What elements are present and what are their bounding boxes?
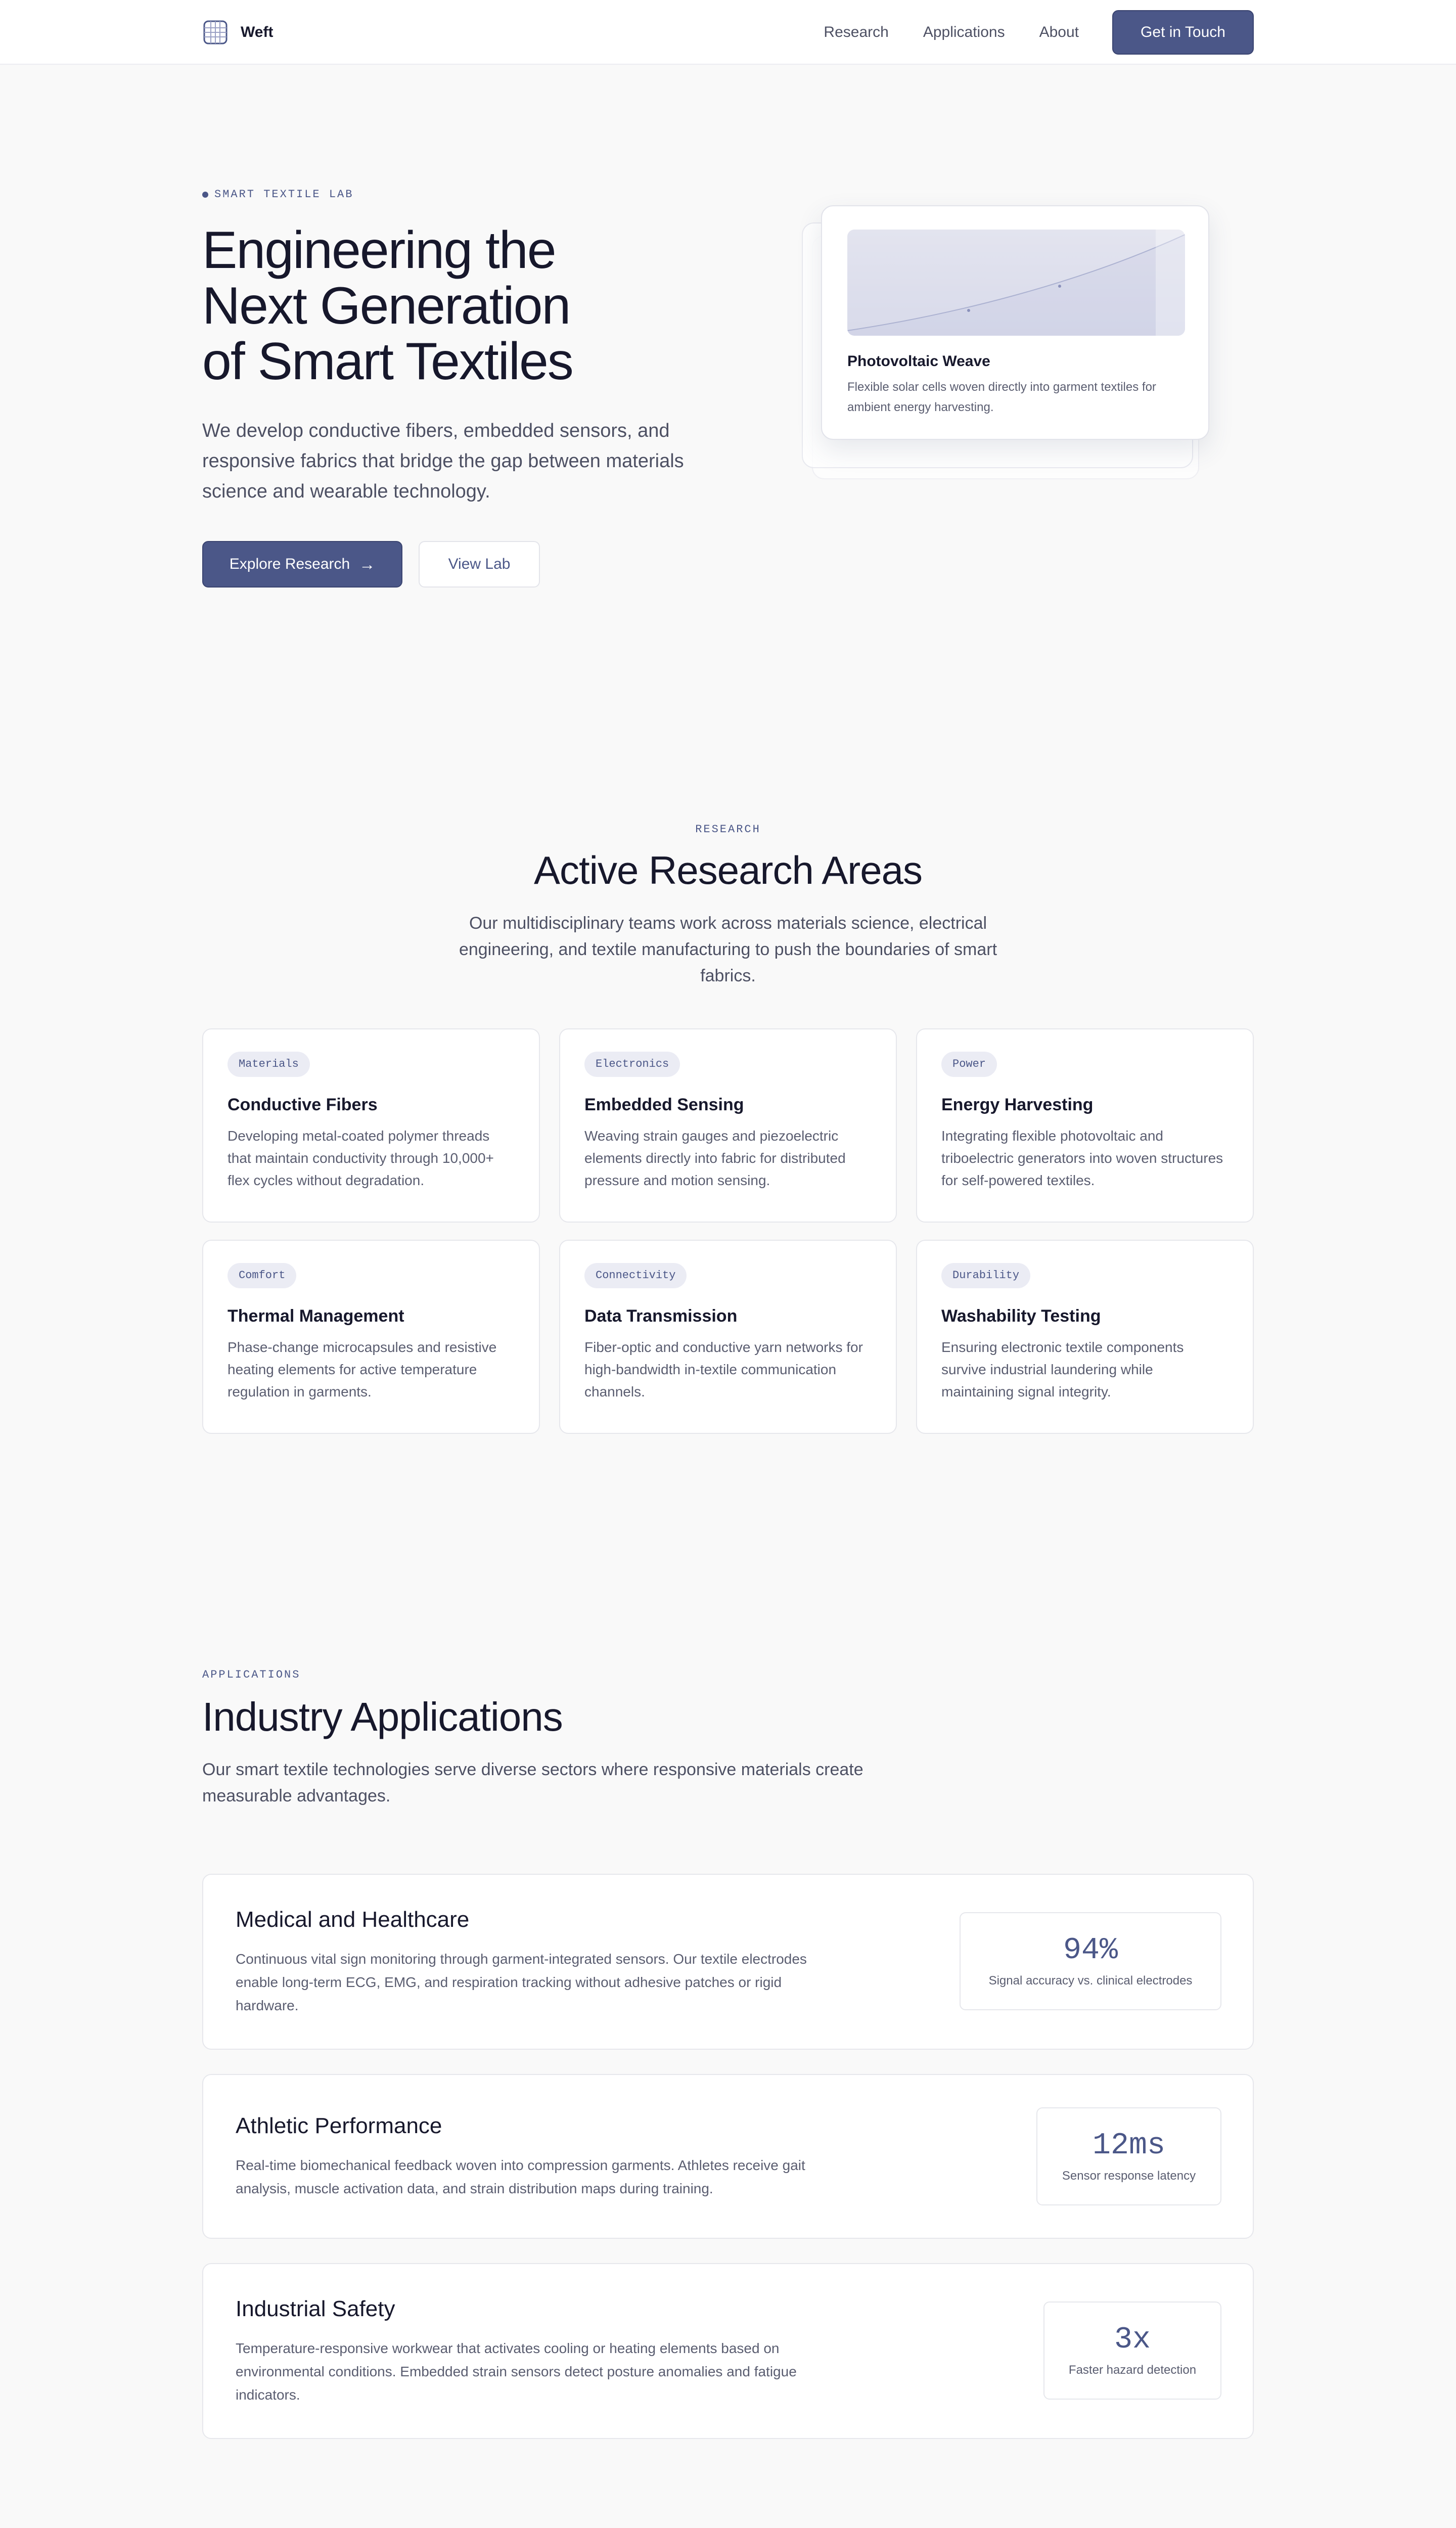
explore-research-button[interactable] [202,541,402,588]
research-grid [202,1028,1254,1434]
research-tag: Durability [941,1263,1030,1288]
application-description: Real-time biomechanical feedback woven into compression garments. Athletes receive gait analysis, muscle activation data, and strain distribution maps during training. [236,2157,805,2196]
arrow-right-icon: → [359,555,376,573]
research-eyebrow: RESEARCH [695,823,761,836]
applications-title: Industry Applications [202,1694,563,1739]
metric-value: 94% [1063,1933,1118,1968]
featured-card[interactable] [821,205,1209,440]
metric-value: 3x [1114,2323,1151,2357]
research-tag: Comfort [228,1263,296,1288]
applications-subtitle: Our smart textile technologies serve diverse sectors where responsive materials create measurable advantages. [202,1760,863,1805]
research-card-description: Weaving strain gauges and piezoelectric elements directly into fabric for distributed pressure and motion sensing. [584,1128,846,1188]
brand-name: Weft [241,24,274,40]
research-card-thermal-management[interactable] [202,1240,540,1434]
research-card-energy-harvesting[interactable] [916,1028,1254,1223]
research-card-title: Washability Testing [941,1306,1101,1326]
eyebrow-dot-icon [202,192,208,198]
application-card-athletic[interactable] [202,2074,1254,2239]
woven-grid-icon [202,19,229,46]
get-in-touch-button[interactable]: Get in Touch [1112,10,1254,55]
research-card-conductive-fibers[interactable] [202,1028,540,1223]
application-metric [1043,2301,1221,2400]
research-card-title: Data Transmission [584,1306,738,1326]
metric-value: 12ms [1092,2129,1166,2163]
research-card-description: Developing metal-coated polymer threads that maintain conductivity through 10,000+ flex cycles without degradation. [228,1128,494,1188]
research-card-title: Conductive Fibers [228,1095,378,1114]
hero-eyebrow-text: SMART TEXTILE LAB [214,188,354,201]
application-title: Medical and Healthcare [236,1907,470,1932]
research-card-description: Ensuring electronic textile components survive industrial laundering while maintaining signal integrity. [941,1339,1184,1400]
nav-link-applications[interactable]: Applications [923,24,1005,40]
fabric-curve-icon [847,230,1185,336]
featured-card-title: Photovoltaic Weave [847,353,990,370]
view-lab-button[interactable]: View Lab [419,541,540,588]
research-card-description: Phase-change microcapsules and resistive heating elements for active temperature regulation in garments. [228,1339,497,1400]
application-card-medical[interactable] [202,1874,1254,2050]
research-card-title: Embedded Sensing [584,1095,744,1114]
hero-title-line-3: of Smart Textiles [202,332,573,391]
application-metric [1036,2107,1221,2205]
research-title: Active Research Areas [533,848,923,892]
application-card-industrial[interactable] [202,2263,1254,2439]
research-tag: Connectivity [584,1263,687,1288]
nav-link-research[interactable]: Research [824,24,889,40]
hero-subtitle: We develop conductive fibers, embedded sensors, and responsive fabrics that bridge the gap between materials science and wearable technology. [202,420,684,502]
hero-buttons [202,541,540,588]
hero-title [202,222,708,389]
metric-label: Faster hazard detection [1068,2363,1197,2377]
research-card-description: Integrating flexible photovoltaic and triboelectric generators into woven structures for self-powered textiles. [941,1128,1223,1188]
nav-links [824,10,1254,55]
metric-label: Sensor response latency [1062,2169,1196,2183]
research-subtitle: Our multidisciplinary teams work across materials science, electrical engineering, and textile manufacturing to push the boundaries of smart fabrics. [459,914,997,985]
research-card-title: Energy Harvesting [941,1095,1094,1114]
fabric-visual [847,230,1185,336]
brand-logo[interactable] [202,19,273,46]
research-tag: Power [941,1052,997,1077]
research-card-washability-testing[interactable] [916,1240,1254,1434]
research-card-title: Thermal Management [228,1306,404,1326]
hero-title-line-2: Next Generation [202,277,570,335]
application-description: Temperature-responsive workwear that activates cooling or heating elements based on environmental conditions. Embedded strain sensors detect posture anomalies and fatigue indicators. [236,2340,797,2403]
research-tag: Materials [228,1052,310,1077]
research-tag: Electronics [584,1052,680,1077]
application-title: Industrial Safety [236,2296,395,2321]
nav-link-about[interactable]: About [1039,24,1079,40]
hero-title-line-1: Engineering the [202,221,556,280]
hero-eyebrow [202,188,353,201]
application-description: Continuous vital sign monitoring through garment-integrated sensors. Our textile electrodes enable long-term ECG, EMG, and respiration tracking without adhesive patches or rigid hardware. [236,1951,807,2013]
research-card-embedded-sensing[interactable] [559,1028,897,1223]
top-nav [0,0,1456,65]
application-metric [960,1912,1221,2010]
application-title: Athletic Performance [236,2113,442,2138]
explore-research-label: Explore Research [229,556,350,572]
research-card-data-transmission[interactable] [559,1240,897,1434]
research-card-description: Fiber-optic and conductive yarn networks for high-bandwidth in-textile communication channels. [584,1339,863,1400]
applications-eyebrow: APPLICATIONS [202,1668,301,1681]
featured-card-description: Flexible solar cells woven directly into garment textiles for ambient energy harvesting. [847,380,1156,414]
metric-label: Signal accuracy vs. clinical electrodes [988,1974,1193,1988]
